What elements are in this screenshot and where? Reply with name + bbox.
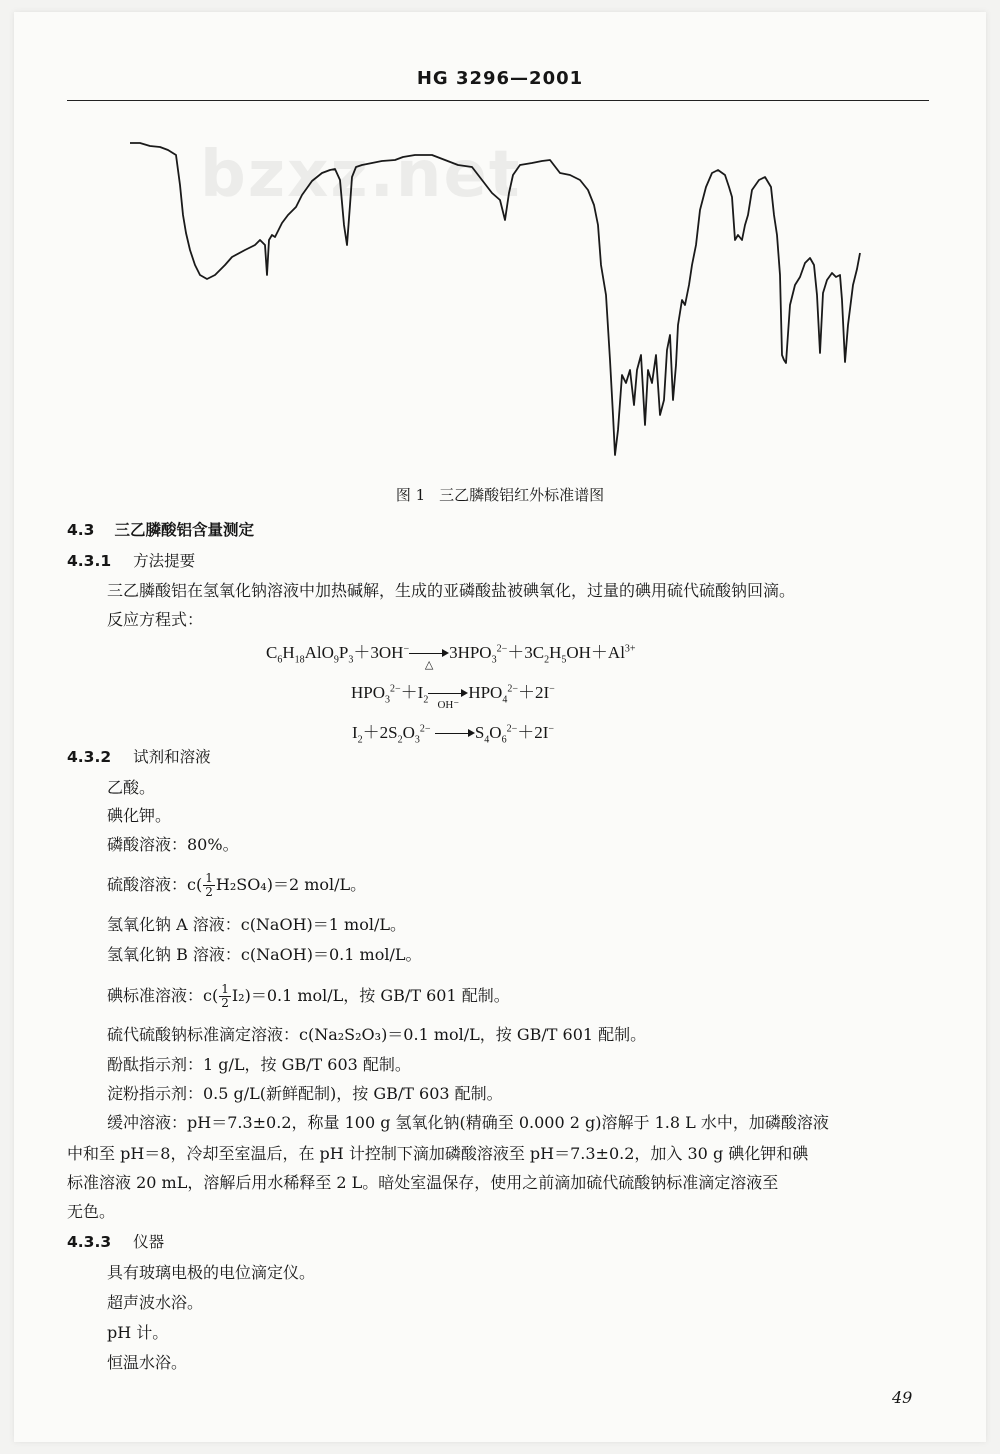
instrument-ultrasonic-bath: 超声波水浴。 [107, 1293, 204, 1312]
buffer-line-3: 标准溶液 20 mL，溶解后用水稀释至 2 L。暗处室温保存，使用之前滴加硫代硫酸钠标准滴定溶液至 [67, 1173, 779, 1192]
reagent-potassium-iodide: 碘化钾。 [107, 806, 172, 825]
figure-caption [0, 484, 1000, 505]
reagent-phosphoric-acid: 磷酸溶液：80%。 [107, 835, 239, 854]
buffer-line-4: 无色。 [67, 1202, 116, 1221]
reaction-arrow: △ [409, 648, 449, 660]
buffer-line-2: 中和至 pH＝8，冷却至室温后，在 pH 计控制下滴加磷酸溶液至 pH＝7.3±0.2，加入 30 g 碘化钾和碘 [67, 1144, 809, 1163]
fraction-one-half: $\frac{1}{2}$ [221, 982, 229, 1010]
header-rule [67, 100, 929, 101]
reaction-equation-1: $C_6H_{18}AlO_9P_3+3OH^-$ △ $3HPO_3^{2-}+3C_2H_5OH+Al^{3+}$ [266, 643, 636, 672]
section-title: 方法提要 [133, 552, 196, 570]
page-number: 49 [892, 1388, 913, 1407]
instrument-water-bath: 恒温水浴。 [107, 1353, 188, 1372]
section-number: 4.3.3 [67, 1233, 112, 1251]
reaction-arrow: OH⁻ [428, 688, 468, 700]
ir-spectrum-figure [120, 125, 880, 465]
reagent-naoh-a: 氢氧化钠 A 溶液：c(NaOH)＝1 mol/L。 [107, 915, 406, 934]
reagent-thiosulfate-standard: 硫代硫酸钠标准滴定溶液：c(Na₂S₂O₃)＝0.1 mol/L，按 GB/T 601 配制。 [107, 1025, 647, 1044]
reagent-iodine-standard: 碘标准溶液：c( $\frac{1}{2}$ I₂)＝0.1 mol/L，按 GB/T 601 配制。 [107, 982, 510, 1010]
buffer-line-1: 缓冲溶液：pH＝7.3±0.2，称量 100 g 氢氧化钠(精确至 0.000 2 g)溶解于 1.8 L 水中，加磷酸溶液 [107, 1113, 829, 1132]
section-title: 仪器 [133, 1233, 165, 1251]
section-heading-4-3-1 [67, 551, 195, 571]
reagent-sulfuric-acid: 硫酸溶液：c( $\frac{1}{2}$ H₂SO₄)＝2 mol/L。 [107, 871, 367, 899]
section-number: 4.3 [67, 521, 95, 539]
reagent-phenolphthalein: 酚酞指示剂：1 g/L，按 GB/T 603 配制。 [107, 1055, 411, 1074]
section-number: 4.3.1 [67, 552, 112, 570]
reaction-arrow [435, 728, 475, 740]
watermark: bzxz.net [200, 138, 522, 212]
reaction-equation-3: $I_2+2S_2O_3^{2-}$ $S_4O_6^{2-}+2I^-$ [352, 723, 555, 746]
ir-spectrum-curve [130, 143, 860, 455]
reagent-naoh-b: 氢氧化钠 B 溶液：c(NaOH)＝0.1 mol/L。 [107, 945, 422, 964]
section-heading-4-3 [67, 520, 254, 540]
section-heading-4-3-3 [67, 1232, 164, 1252]
figure-number: 图 1 [395, 486, 426, 504]
reaction-equation-2: $HPO_3^{2-}+I_2$ OH⁻ $HPO_4^{2-}+2I^-$ [351, 683, 555, 712]
section-title: 三乙膦酸铝含量测定 [114, 521, 254, 539]
instrument-ph-meter: pH 计。 [107, 1323, 169, 1342]
section-heading-4-3-2 [67, 747, 211, 767]
reagent-starch: 淀粉指示剂：0.5 g/L(新鲜配制)，按 GB/T 603 配制。 [107, 1084, 503, 1103]
paragraph-method-summary: 三乙膦酸铝在氢氧化钠溶液中加热碱解，生成的亚磷酸盐被碘氧化，过量的碘用硫代硫酸钠回滴。 [107, 581, 796, 600]
instrument-titrator: 具有玻璃电极的电位滴定仪。 [107, 1263, 316, 1282]
reagent-acetic-acid: 乙酸。 [107, 778, 156, 797]
paragraph-reaction-label: 反应方程式： [107, 610, 204, 629]
section-number: 4.3.2 [67, 748, 112, 766]
document-header: HG 3296—2001 [416, 68, 584, 89]
figure-title: 三乙膦酸铝红外标准谱图 [439, 486, 605, 504]
fraction-one-half: $\frac{1}{2}$ [205, 871, 213, 899]
section-title: 试剂和溶液 [133, 748, 211, 766]
